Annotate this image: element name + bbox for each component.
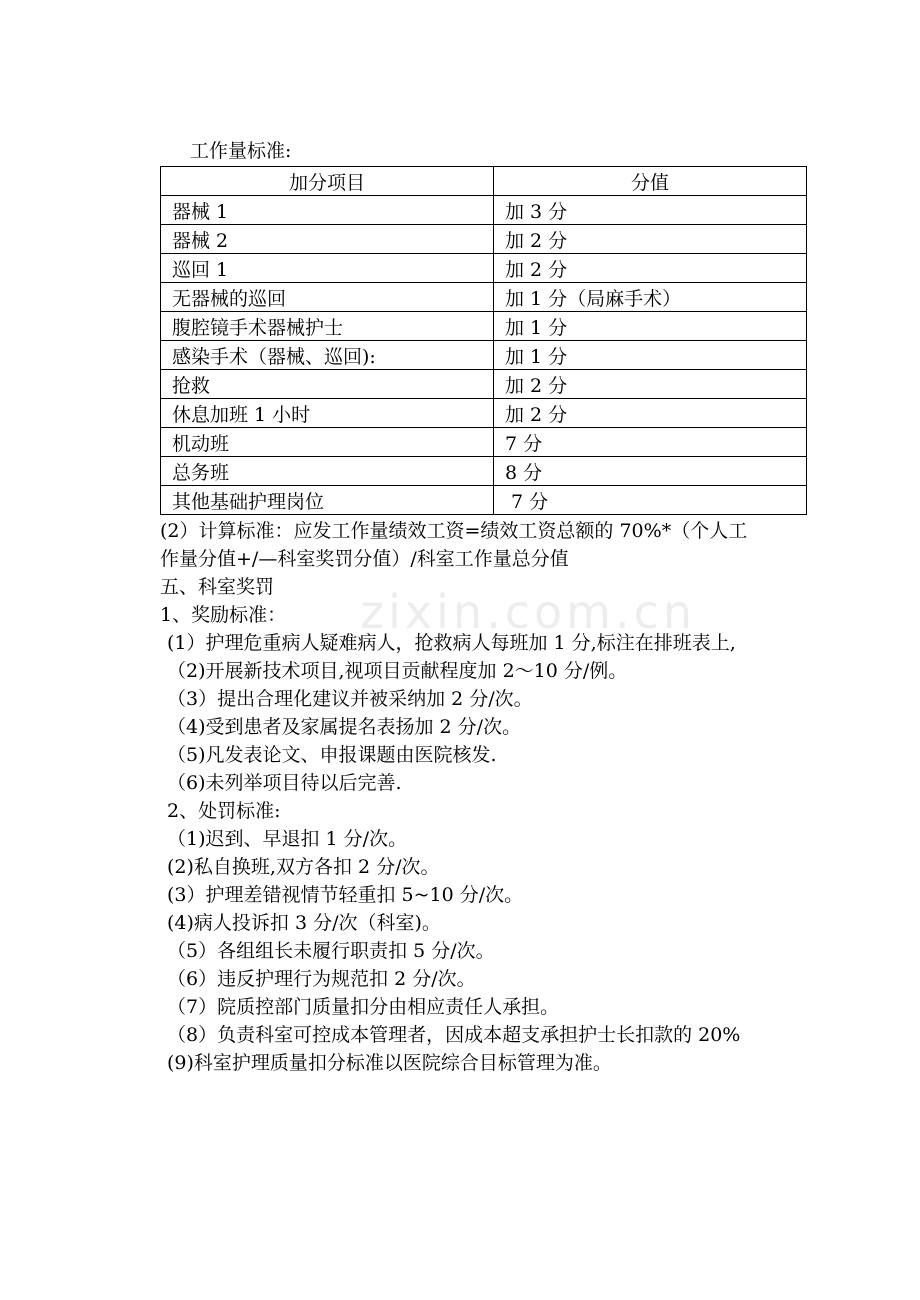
reward-standard-title: 1、奖励标准： [160, 604, 287, 626]
cell-score: 加 1 分 [494, 341, 807, 370]
cell-item: 机动班 [161, 428, 494, 457]
cell-score: 加 2 分 [494, 399, 807, 428]
table-row [161, 283, 807, 312]
cell-score: 7 分 [494, 486, 807, 515]
reward-item-4: （4)受到患者及家属提名表扬加 2 分/次。 [167, 716, 522, 738]
table-row [161, 341, 807, 370]
table-header-row [161, 167, 807, 196]
penalty-item-5: （5）各组组长未履行职责扣 5 分/次。 [167, 940, 495, 962]
reward-item-2: （2)开展新技术项目,视项目贡献程度加 2～10 分/例。 [167, 660, 628, 682]
table-row [161, 196, 807, 225]
cell-item: 感染手术（器械、巡回): [161, 341, 494, 370]
workload-table [160, 166, 806, 515]
table-row [161, 312, 807, 341]
section-title-rewards-penalties: 五、科室奖罚 [160, 576, 275, 598]
table-row [161, 428, 807, 457]
reward-item-3: （3）提出合理化建议并被采纳加 2 分/次。 [167, 688, 533, 710]
cell-score: 加 2 分 [494, 254, 807, 283]
cell-score: 7 分 [494, 428, 807, 457]
column-header-score: 分值 [494, 167, 807, 196]
penalty-item-2: (2)私自换班,双方各扣 2 分/次。 [167, 856, 440, 878]
watermark: zixin.com.cn [360, 585, 697, 639]
reward-item-5: （5)凡发表论文、申报课题由医院核发. [167, 744, 497, 766]
cell-score: 加 1 分 [494, 312, 807, 341]
cell-item: 总务班 [161, 457, 494, 486]
cell-score: 加 3 分 [494, 196, 807, 225]
table-row [161, 225, 807, 254]
penalty-item-8: （8）负责科室可控成本管理者，因成本超支承担护士长扣款的 20% [167, 1024, 741, 1046]
cell-item: 无器械的巡回 [161, 283, 494, 312]
calc-standard-line-2: 作量分值+/—科室奖罚分值）/科室工作量总分值 [160, 548, 569, 570]
table-row [161, 457, 807, 486]
penalty-item-6: （6）违反护理行为规范扣 2 分/次。 [167, 968, 476, 990]
cell-item: 器械 2 [161, 225, 494, 254]
calc-standard-line-1: (2）计算标准：应发工作量绩效工资=绩效工资总额的 70%*（个人工 [160, 520, 748, 542]
penalty-item-1: （1)迟到、早退扣 1 分/次。 [167, 828, 408, 850]
cell-score: 8 分 [494, 457, 807, 486]
penalty-item-9: (9)科室护理质量扣分标准以医院综合目标管理为准。 [167, 1052, 612, 1074]
cell-item: 器械 1 [161, 196, 494, 225]
penalty-item-3: (3）护理差错视情节轻重扣 5~10 分/次。 [167, 884, 524, 906]
cell-item: 其他基础护理岗位 [161, 486, 494, 515]
cell-score: 加 1 分（局麻手术） [494, 283, 807, 312]
cell-item: 休息加班 1 小时 [161, 399, 494, 428]
cell-item: 腹腔镜手术器械护士 [161, 312, 494, 341]
cell-item: 巡回 1 [161, 254, 494, 283]
penalty-item-4: (4)病人投诉扣 3 分/次（科室)。 [167, 912, 441, 934]
penalty-item-7: （7）院质控部门质量扣分由相应责任人承担。 [167, 996, 560, 1018]
cell-score: 加 2 分 [494, 370, 807, 399]
column-header-item: 加分项目 [161, 167, 494, 196]
table-row [161, 254, 807, 283]
cell-item: 抢救 [161, 370, 494, 399]
table-row [161, 486, 807, 515]
section-heading: 工作量标准: [190, 140, 292, 162]
reward-item-6: （6)未列举项目待以后完善. [167, 772, 402, 794]
reward-item-1: (1）护理危重病人疑难病人，抢救病人每班加 1 分,标注在排班表上, [167, 632, 736, 654]
table-row [161, 399, 807, 428]
table-row [161, 370, 807, 399]
cell-score: 加 2 分 [494, 225, 807, 254]
penalty-standard-title: 2、处罚标准: [167, 800, 281, 822]
